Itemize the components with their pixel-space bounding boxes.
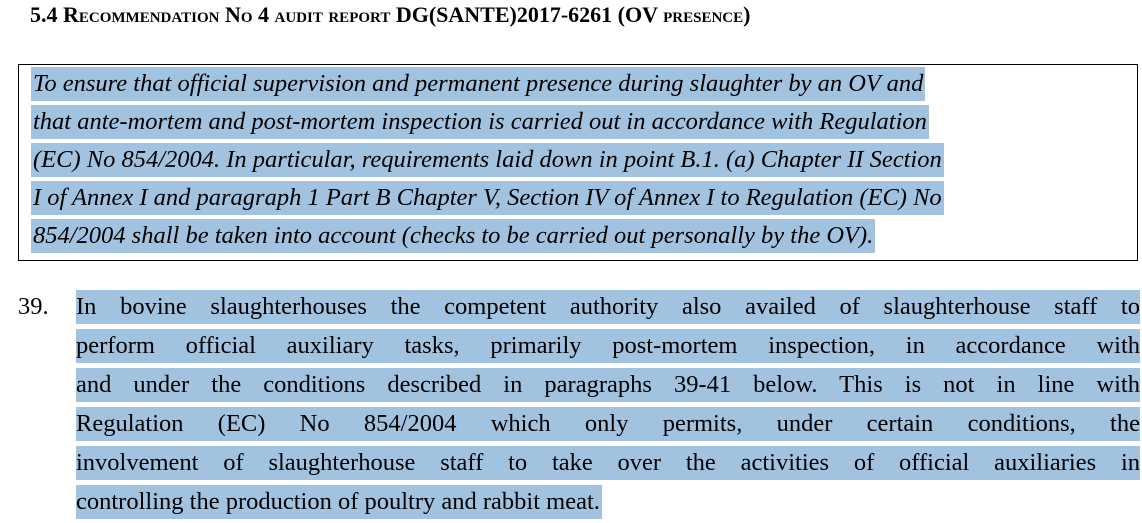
- paragraph-line: Regulation (EC) No 854/2004 which only permits, under certain conditions, the: [76, 407, 1140, 441]
- section-title-part: ): [743, 2, 751, 27]
- recommendation-line: (EC) No 854/2004. In particular, requirements laid down in point B.1. (a) Chapter II Section: [31, 143, 944, 177]
- paragraph-number: 39.: [18, 293, 49, 320]
- recommendation-box: [18, 64, 1138, 261]
- paragraph-line: involvement of slaughterhouse staff to take over the activities of official auxiliaries in: [76, 446, 1140, 480]
- section-title-part: ecommendation: [78, 2, 225, 27]
- paragraph-line: perform official auxiliary tasks, primarily post-mortem inspection, in accordance with: [76, 329, 1140, 363]
- recommendation-line: that ante-mortem and post-mortem inspection is carried out in accordance with Regulation: [31, 105, 929, 139]
- section-title-part: DG(SANTE)2017-6261 (OV: [395, 2, 664, 27]
- paragraph-line: controlling the production of poultry and rabbit meat.: [76, 485, 602, 519]
- recommendation-line: To ensure that official supervision and permanent presence during slaughter by an OV and: [31, 67, 925, 101]
- section-heading: [30, 2, 750, 28]
- paragraph-line: and under the conditions described in paragraphs 39-41 below. This is not in line with: [76, 368, 1140, 402]
- section-title-part: N: [224, 2, 241, 27]
- paragraph-line: In bovine slaughterhouses the competent authority also availed of slaughterhouse staff to: [76, 290, 1140, 324]
- section-title: [63, 2, 750, 27]
- recommendation-line: I of Annex I and paragraph 1 Part B Chapter V, Section IV of Annex I to Regulation (EC) No: [31, 181, 944, 215]
- section-number: 5.4: [30, 2, 58, 27]
- section-title-part: o 4 audit report: [240, 2, 396, 27]
- section-title-part: R: [63, 2, 79, 27]
- recommendation-line: 854/2004 shall be taken into account (checks to be carried out personally by the OV).: [31, 219, 875, 253]
- section-title-part: presence: [663, 2, 744, 27]
